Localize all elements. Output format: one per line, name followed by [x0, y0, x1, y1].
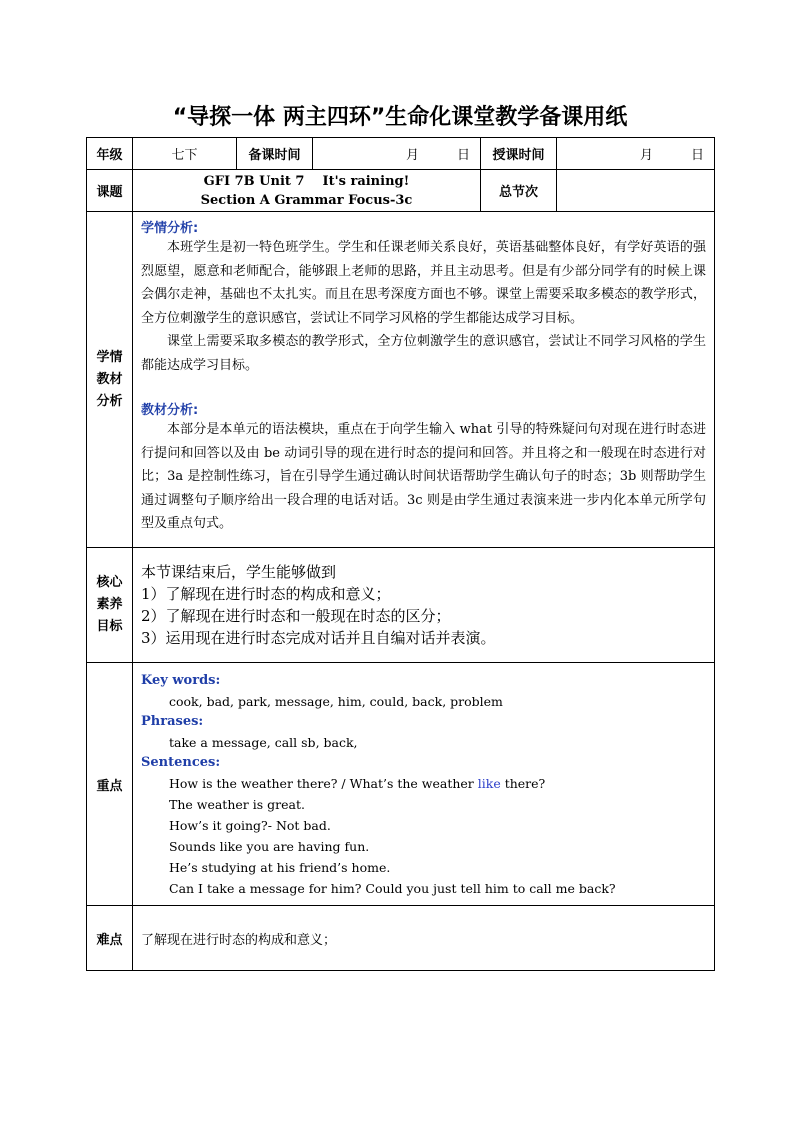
student-analysis-title: 学情分析:	[141, 221, 199, 236]
teach-time-label: 授课时间	[481, 138, 557, 170]
material-analysis-title: 教材分析:	[141, 403, 199, 418]
goals-label	[87, 548, 133, 663]
sentence-item: The weather is great.	[169, 797, 305, 812]
topic-value	[133, 170, 481, 212]
sentence-part: there?	[500, 776, 546, 791]
goals-row	[87, 548, 715, 663]
topic-row	[87, 170, 715, 212]
sentence-item: He’s studying at his friend’s home.	[169, 860, 391, 875]
phrases-title: Phrases:	[141, 714, 204, 729]
analysis-label-line: 分析	[96, 393, 123, 409]
total-lessons-value	[557, 170, 715, 212]
header-row	[87, 138, 715, 170]
prep-time-label: 备课时间	[237, 138, 313, 170]
student-analysis-paragraph: 课堂上需要采取多模态的教学形式，全方位刺激学生的意识感官，尝试让不同学习风格的学生都能达成学习目标。	[141, 334, 706, 373]
goal-item: 2）了解现在进行时态和一般现在时态的区分；	[141, 607, 451, 625]
prep-day: 日	[456, 148, 470, 163]
difficulty-row	[87, 906, 715, 971]
goal-item: 3）运用现在进行时态完成对话并且自编对话并表演。	[141, 629, 496, 647]
analysis-content	[133, 212, 715, 548]
sentence-part: How is the weather there? / What’s the weather	[169, 776, 478, 791]
grade-value: 七下	[133, 138, 237, 170]
sentence-item: Sounds like you are having fun.	[169, 839, 370, 854]
phrases-list: take a message, call sb, back,	[169, 735, 358, 750]
teach-time-value	[557, 138, 715, 170]
analysis-label	[87, 212, 133, 548]
difficulty-label: 难点	[87, 906, 133, 971]
highlighted-word: like	[477, 776, 501, 791]
goals-label-line: 目标	[96, 619, 123, 634]
keywords-title: Key words:	[141, 673, 221, 688]
sentence-item	[141, 773, 706, 794]
topic-line-1: GFI 7B Unit 7 It's raining!	[203, 173, 410, 189]
prep-month: 月	[405, 148, 419, 163]
goals-label-line: 素养	[96, 597, 123, 612]
goals-label-line: 核心	[96, 575, 123, 590]
goals-content	[133, 548, 715, 663]
sentence-item: How’s it going?- Not bad.	[169, 818, 331, 833]
lesson-plan-table	[86, 137, 715, 971]
teach-month: 月	[639, 148, 653, 163]
analysis-label-line: 学情	[96, 349, 123, 365]
goals-intro: 本节课结束后，学生能够做到	[141, 563, 337, 581]
key-points-row	[87, 663, 715, 906]
sentences-title: Sentences:	[141, 755, 221, 770]
page-title: “导探一体 两主四环”生命化课堂教学备课用纸	[172, 105, 628, 130]
grade-label: 年级	[87, 138, 133, 170]
teach-day: 日	[690, 148, 704, 163]
goal-item: 1）了解现在进行时态的构成和意义；	[141, 585, 391, 603]
material-analysis-paragraph: 本部分是本单元的语法模块，重点在于向学生输入 what 引导的特殊疑问句对现在进行时态进行提问和回答以及由 be 动词引导的现在进行时态的提问和回答。并且将之和一般现在时态进行对比；3a 是控制性练习，旨在引导学生通过确认时间状语帮助学生确认句子的时态；3b 则帮助学生通过调整句子顺序给出一段合理的电话对话。3c 则是由学生通过表演来进一步内化本单元所学句型及重点句式。	[141, 422, 706, 531]
analysis-label-line: 教材	[96, 371, 123, 387]
student-analysis-paragraph: 本班学生是初一特色班学生。学生和任课老师关系良好，英语基础整体良好，有学好英语的强烈愿望，愿意和老师配合，能够跟上老师的思路，并且主动思考。但是有少部分同学有的时候上课会偶尔走神，基础也不太扎实。而且在思考深度方面也不够。课堂上需要采取多模态的教学形式，全方位刺激学生的意识感官，尝试让不同学习风格的学生都能达成学习目标。	[141, 240, 706, 326]
keywords-list: cook, bad, park, message, him, could, back, problem	[169, 694, 503, 709]
analysis-row	[87, 212, 715, 548]
key-points-label: 重点	[87, 663, 133, 906]
key-points-content	[133, 663, 715, 906]
prep-time-value	[313, 138, 481, 170]
total-lessons-label: 总节次	[481, 170, 557, 212]
sentence-item: Can I take a message for him? Could you just tell him to call me back?	[169, 881, 616, 896]
topic-line-2: Section A Grammar Focus-3c	[200, 192, 413, 208]
topic-label: 课题	[87, 170, 133, 212]
difficulty-content: 了解现在进行时态的构成和意义；	[133, 906, 715, 971]
